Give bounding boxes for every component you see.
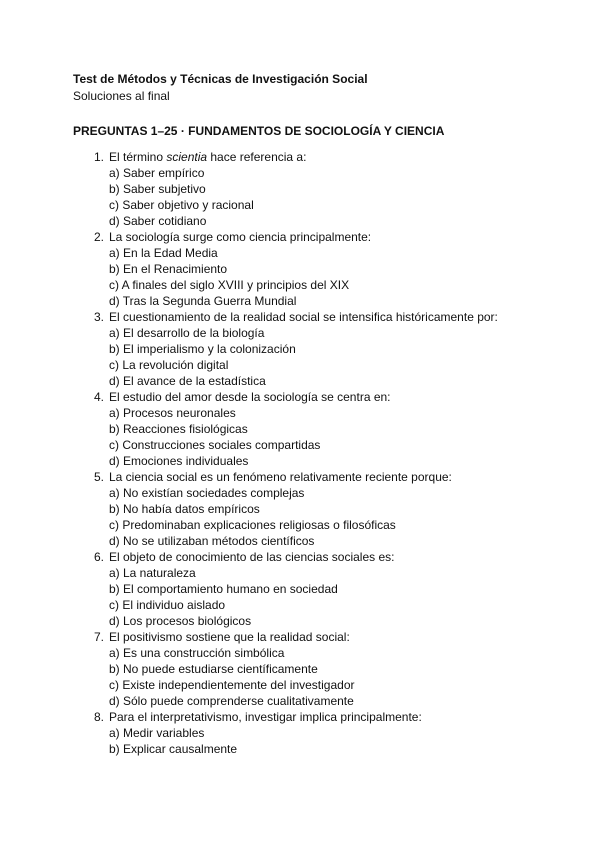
answer-option-b: b) En el Renacimiento: [109, 262, 228, 276]
answer-option-d: d) No se utilizaban métodos científicos: [109, 534, 315, 548]
question-text: El estudio del amor desde la sociología se centra en:: [109, 390, 391, 404]
question-number: 6.: [93, 550, 104, 564]
question-text: La ciencia social es un fenómeno relativamente reciente porque:: [109, 470, 452, 484]
answer-option-a: a) Medir variables: [109, 726, 205, 740]
answer-option-a: a) Es una construcción simbólica: [109, 646, 285, 660]
answer-option-b: b) El imperialismo y la colonización: [109, 342, 296, 356]
question-8: [0, 709, 600, 757]
document-title: Test de Métodos y Técnicas de Investigación Social: [73, 72, 368, 86]
italic-term: scientia: [166, 150, 208, 164]
answer-option-c: c) Existe independientemente del investigador: [109, 678, 355, 692]
answer-option-c: c) Construcciones sociales compartidas: [109, 438, 321, 452]
answer-option-a: a) Saber empírico: [109, 166, 205, 180]
answer-option-b: b) Saber subjetivo: [109, 182, 206, 196]
question-text: Para el interpretativismo, investigar implica principalmente:: [109, 710, 422, 724]
answer-option-d: d) Tras la Segunda Guerra Mundial: [109, 294, 297, 308]
answer-option-b: b) No puede estudiarse científicamente: [109, 662, 318, 676]
answer-option-a: a) En la Edad Media: [109, 246, 218, 260]
question-3: [0, 309, 600, 389]
question-number: 2.: [93, 230, 104, 244]
answer-option-a: a) No existían sociedades complejas: [109, 486, 305, 500]
question-number: 5.: [93, 470, 104, 484]
question-6: [0, 549, 600, 629]
answer-option-b: b) Reacciones fisiológicas: [109, 422, 248, 436]
question-7: [0, 629, 600, 709]
question-number: 4.: [93, 390, 104, 404]
answer-option-d: d) Saber cotidiano: [109, 214, 207, 228]
question-number: 8.: [93, 710, 104, 724]
answer-option-b: b) El comportamiento humano en sociedad: [109, 582, 338, 596]
question-text: La sociología surge como ciencia principalmente:: [109, 230, 372, 244]
question-list: [0, 149, 600, 757]
question-text: El término scientia hace referencia a:: [109, 150, 307, 164]
question-1: [0, 149, 600, 229]
question-number: 1.: [93, 150, 104, 164]
answer-option-c: c) La revolución digital: [109, 358, 229, 372]
answer-option-d: d) Emociones individuales: [109, 454, 249, 468]
answer-option-d: d) Los procesos biológicos: [109, 614, 252, 628]
question-number: 7.: [93, 630, 104, 644]
answer-option-d: d) El avance de la estadística: [109, 374, 266, 388]
section-heading: PREGUNTAS 1–25 · FUNDAMENTOS DE SOCIOLOGÍA Y CIENCIA: [73, 124, 445, 138]
question-text: El objeto de conocimiento de las ciencias sociales es:: [109, 550, 395, 564]
answer-option-a: a) El desarrollo de la biología: [109, 326, 265, 340]
question-2: [0, 229, 600, 309]
answer-option-c: c) Saber objetivo y racional: [109, 198, 254, 212]
answer-option-a: a) La naturaleza: [109, 566, 196, 580]
answer-option-c: c) El individuo aislado: [109, 598, 226, 612]
question-number: 3.: [93, 310, 104, 324]
answer-option-c: c) Predominaban explicaciones religiosas o filosóficas: [109, 518, 396, 532]
question-text: El cuestionamiento de la realidad social se intensifica históricamente por:: [109, 310, 498, 324]
answer-option-a: a) Procesos neuronales: [109, 406, 236, 420]
answer-option-d: d) Sólo puede comprenderse cualitativamente: [109, 694, 354, 708]
answer-option-b: b) No había datos empíricos: [109, 502, 260, 516]
answer-option-c: c) A finales del siglo XVIII y principios del XIX: [109, 278, 350, 292]
document-subtitle: Soluciones al final: [73, 89, 170, 103]
question-text: El positivismo sostiene que la realidad social:: [109, 630, 350, 644]
answer-option-b: b) Explicar causalmente: [109, 742, 238, 756]
question-4: [0, 389, 600, 469]
question-5: [0, 469, 600, 549]
